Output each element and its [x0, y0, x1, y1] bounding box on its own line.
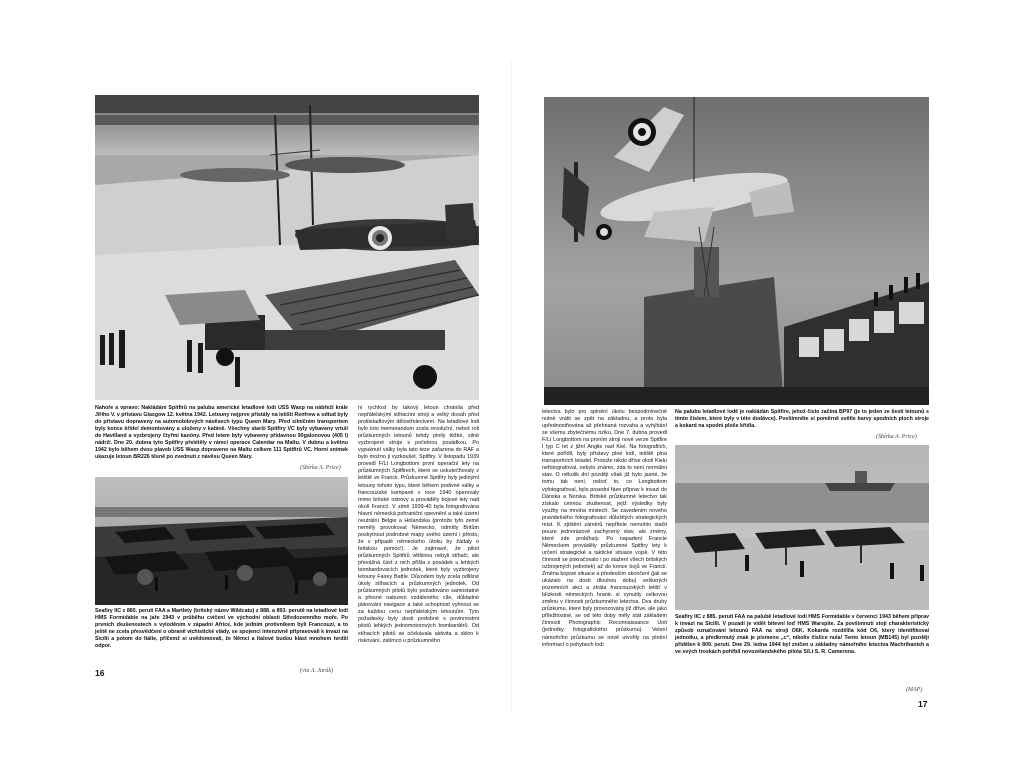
caption-bottom-right: Seafiry IIC z 885. peruti FAA na palubě letadlové lodi HMS Formidable v červenci 1943 během příprav k invazi na Sicílii. V pozadí je vidět bitevní loď HMS Warspite. Za povšimnutí stojí charakteristický způsob označování letounů FAA na strojí O6K. Kokarda rozdělila kód O6, který identifikoval jednotku, a předkrmutý znak je písmeno „c“, nikoliv číslice nula! Tento letoun (MB145) byl později přidělen k 809. perutí. Dne 29. ledna 1944 byl zničen u základny námořního letectva Machrihanish a ve svých troskách pohřbil novozélandského pilota S/Lt S. R. Camerona. [675, 614, 929, 655]
photo-seafires-formidable [675, 445, 929, 610]
photo-spitfire-on-quay [95, 95, 479, 400]
caption-bottom-left: Seafiry IIC z 885. peruti FAA a Martlety (britský název Wildcatu) z 888. a 893. perutě na letadlové lodi HMS Formidable na jaře 1943 v průběhu cvičení ve východní oblasti Středozemního moře. Po prvních zkušenostech s vyloděním v západní Africe, kde jedním protivníkem byli Francouzi, a to ještě ne zcela přesvědčení o obraně vichistické vlády, se spojenci intenzivně připravovali k invazi na Sicílii a potom do Itálie, přičemž si uvědomovali, že Němci a Italové budou klást mnohem tvrdší odpor. [95, 608, 348, 649]
photo-credit-bottom-left: (via A. Jurák) [300, 668, 334, 674]
photo-credit-top-left: (Sbírka A. Price) [300, 465, 341, 471]
page-number-left: 16 [95, 668, 105, 678]
photo-credit-top-right: (Sbírka A. Price) [876, 434, 917, 440]
page-number-right: 17 [918, 699, 928, 709]
left-body-column: ní rychlost by takový letoun chránila před nepřátelskými stíhacími stroji a velký dosah před protiletadlovým dělostřelectvem. Na letadlové lodi bylo toto memorandum zcela revoluční, neboť roli průzkumných letounů tehdy plnily těžké, silně vyzbrojené stroje s početnou posádkou. Po vypuknutí války byla tato teze zařazena do RAF a bylo možno ji vyzkoušet. Spitfiry. V listopadu 1939 provedl F/Lt Longbottom první operační lety na průzkumných Spitfirech, které se uskutečňovaly z letiště ve Francii. Průzkumné Spitfiry byly jedinými letouny tohoto typu, které během podivné války a francouzské kampaně v roce 1940 operovaly mimo britské ostrovy a prováděly bojové lety nad okolí Francií. V zimě 1939-40 byla fotografována hlavní německá pohraniční opevnění a také území neutrální Belgie a Holandska (protože tyto země neměly provokovat Německo, odmítly Britům poskytnout podrobné mapy svého území i přesto, že v případě německého útoku by žádaly o britskou pomoc!). Je zajímavé, že piloti průzkumných Spitfirů většinou nebyli stíhači, ale převážná část z nich přišla z posádek u lehkých bombardovacích jednotek, které byly vyzbrojeny letouny Fairey Battle. Důvodem byly zcela odlišné úkoly stíhacích a průzkumných jednotek. Od průzkumných pilotů bylo požadováno samostatné a přesné nalezení vzdáleného cíle, důkladné plánování navigace a také schopnost vyhnout se za každou cenu nepřátelským letounům. Tyto požadavky byly dosti podobné s povinnostmi pilotů lehkých jednomotorových bombardérů. Od stíhacích pilotů se očekávala aktivita a sklon k riskování, zatímco u průzkumného [358, 405, 479, 644]
photo-spitfire-hoisted [544, 97, 929, 405]
caption-top-left: Nahoře a vpravo: Nakládání Spitfirů na palubu americké letadlové lodi USS Wasp na nábřeží krále Jiřího V. v přístavu Glasgow 12. května 1942. Letouny nejprve přistály na letišti Renfrew a odtud byly do přístavu dopraveny na automobilových návěsech typu Queen Mary. Před silničním transportem byly konce křídel demontovány a uloženy v kabině. Všechny starší Spitfiry VC byly vybaveny vrtulí de Havilland a vyzbrojeny čtyřmi kanóny. Před letem byly vybaveny přídavnou 90galonovou (405 l) nádrží. Dne 20. dubna tyto Spitfiry přelétěly v rámci operace Calendar na Maltu. V dubnu a květnu 1942 bylo během dvou plaveb USS Wasp dopraveno na Maltu celkem 111 Spitfirů VC. Horní snímek ukazuje letoun BR226 těsně po zvednutí z návěsu Queen Mary. [95, 405, 348, 460]
right-body-column: letectva bylo pro splnění úkolu bezpodmínečně nutné vrátit se zpět na základnu, a proto byla upřednostňována až přehnaná rozvaha a vyhýbání se všemu zbytečnému riziku. Dne 7. dubna provedl F/Lt Longbottom na prvním stroji nové verze Spitfire I typ C let z jižní Anglie nad Kiel. Na fotografiích, které pořídil, byly přístavy plné lodí, letiště plná transportních letadel. Protože nikdo dříve okolí Kielu nefotografoval, nebylo známo, zda to není normální stav. O několik dní později však již bylo jasné, že tomu tak není, neboť to, co Longbottom vyfotografoval, bylo posední fáze příprav k invazi do Dánska a Norska. Britské průzkumné letectvo tak získalo cennou zkušenost, jejíž výsledky byly využity na mnoha místech. Se zavedením nového pravidelného fotografování důležitých strategických míst. K zjištění záměrů nepřítele nemohlo stačit pouze jednorázové zachycený stav, ale změny, které zde probíhaly. Po napadení Francie Německem prováděly průzkumné Spitfiry lety k určení strategické a taktické situace vojsk. V této činnosti se pokračovalo i po stažení všech britských ozbrojených jednotek) až do konce bojů ve Francii. Změna bojové situace a především ukončení (jak se ukázalo na dosti dlouhou dobu) veškerých pozemních akcí a ztráta francouzských letišť v blízkosti německých hranic si vynutily celkovou změnu v činnosti průzkumného letectva. Dva druhy průzkumu, které byly provozovány již dříve, ale jako příležitostné, se od této doby měly stát základem činnosti Photographic Reconnaissance Unit (jednotky fotografického průzkumu). Velení námořního průzkumu se nově utvořily na plnění informací o pohybech lodí [542, 409, 667, 648]
photo-carrier-deck [95, 477, 348, 605]
caption-top-right: Na palubu letadlové lodě je nakládán Spitfire, jehož číslo začíná BP97 (je to jeden ze šesti letounů s tímto číslem, které byly v této dodávce). Povšimněte si poměrně světle barvy spodních ploch stroje a kokard na spodní ploše křídla. [675, 409, 929, 429]
right-page [512, 0, 1024, 768]
photo-credit-bottom-right: (MAP) [906, 687, 923, 693]
